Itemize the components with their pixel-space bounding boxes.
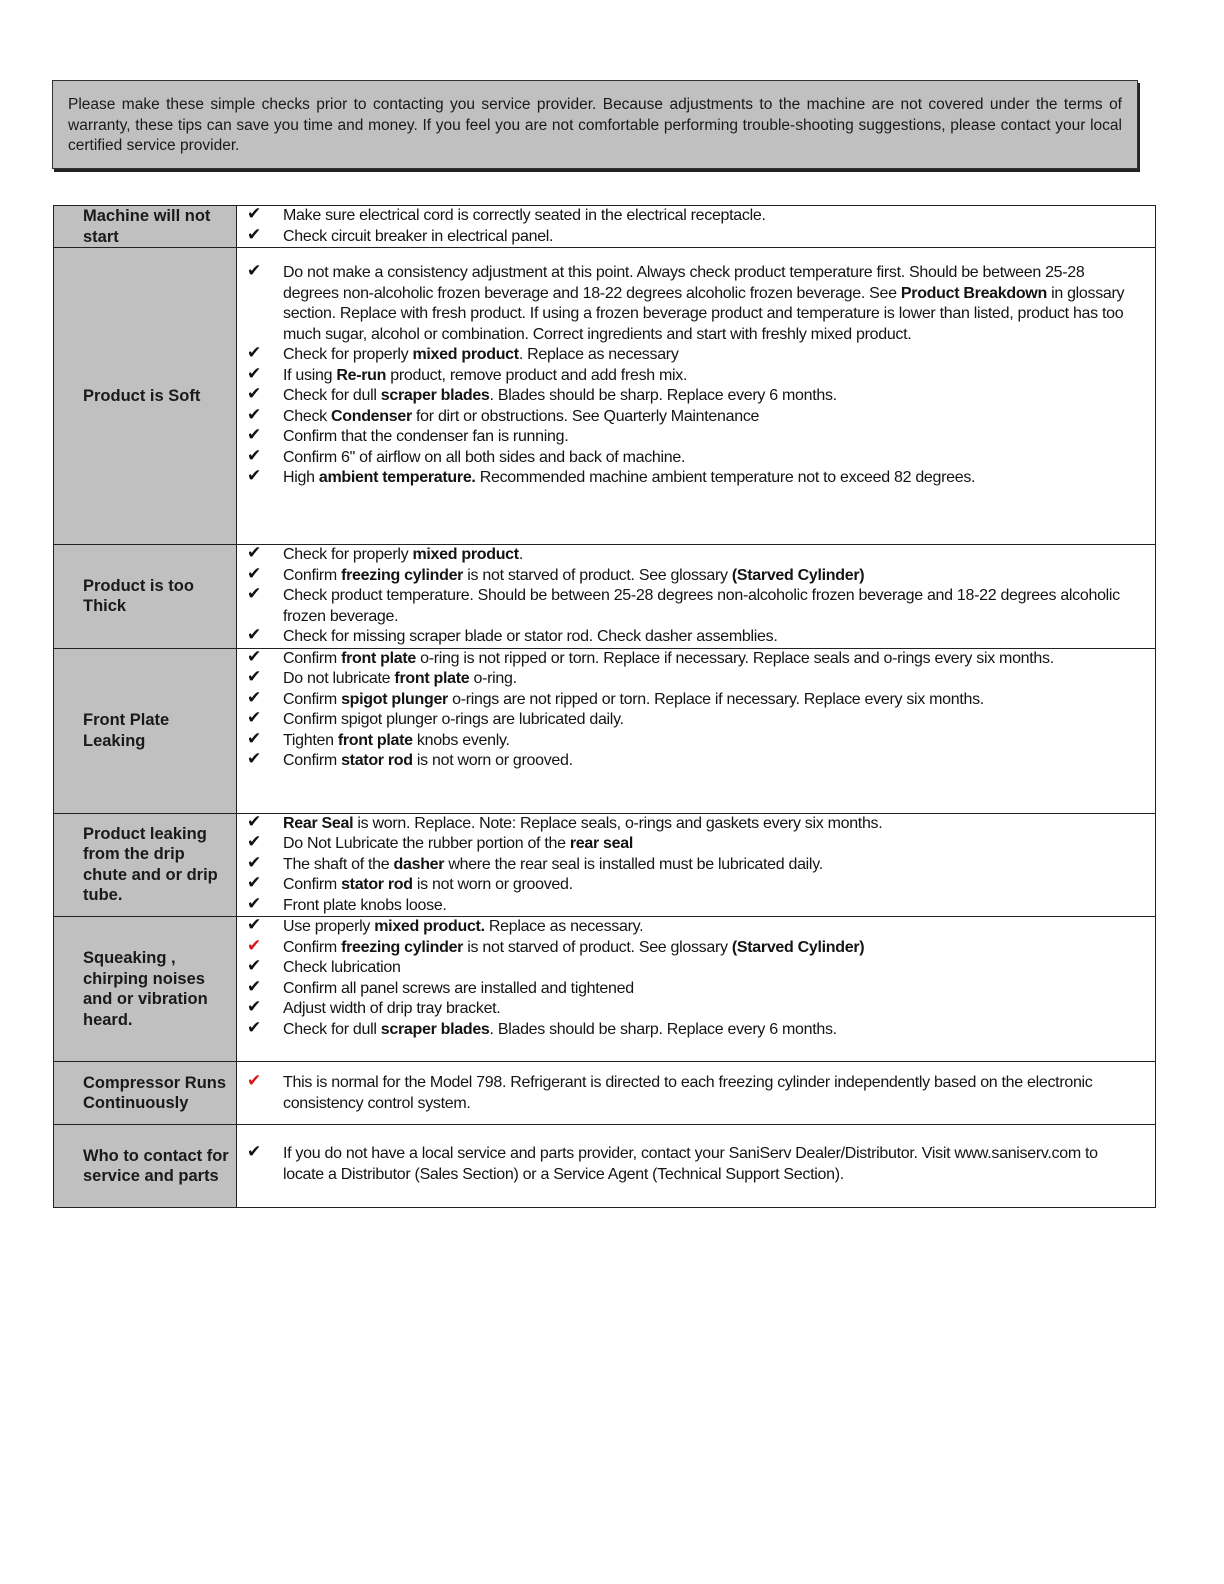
troubleshooting-row [54,248,1156,545]
checkmark-icon: ✔ [247,384,261,403]
solution-item [237,669,1155,690]
solution-text: Check circuit breaker in electrical panel. [283,227,554,245]
checkmark-icon: ✔ [247,466,261,485]
solution-text: o-ring is not ripped or torn. Replace if necessary. Replace seals and o-rings every six months. [415,649,1054,667]
checkmark-icon: ✔ [247,935,261,955]
problem-category: Compressor Runs Continuously [54,1062,237,1125]
solution-text: in glossary section. Replace with fresh product. If using a frozen beverage product and temperature is lower than listed, product has too much sugar, alcohol or combination. Correct ingredients and start with freshly mixed product. [283,284,1125,343]
solution-item [237,852,1155,876]
solution-item [237,586,1155,627]
solution-text: . Blades should be sharp. Replace every 6 months. [489,387,837,404]
solution-text: . Blades should be sharp. Replace every 6 months. [489,1020,837,1038]
solution-text: knobs evenly. [412,731,510,749]
solution-text: Do Not Lubricate the rubber portion of the [283,835,570,852]
solution-text: Check for properly [283,346,413,363]
solution-keyword: freezing cylinder [341,566,464,584]
solution-text: is not starved of product. See glossary [463,938,732,956]
troubleshooting-row [54,917,1156,1062]
solution-text: Confirm all panel screws are installed and tightened [283,979,634,997]
checkmark-icon: ✔ [247,832,261,851]
solution-keyword: Rear Seal [283,814,354,832]
solution-text: is not worn or grooved. [412,752,573,769]
solution-item [237,687,1155,711]
solution-text: If using [283,366,337,384]
checkmark-icon: ✔ [247,404,261,424]
solution-text: Check [283,407,331,425]
solution-text: Confirm [283,876,342,893]
solution-text: Do not lubricate [283,670,395,687]
checkmark-icon: ✔ [247,956,261,975]
solution-text: Recommended machine ambient temperature not to exceed 82 degrees. [475,469,976,486]
solution-list [237,263,1155,489]
checkmark-icon: ✔ [247,893,261,913]
solution-item [237,468,1155,489]
solution-list-cell [237,1125,1156,1208]
solution-keyword: Re-run [336,366,387,384]
solution-item [237,1144,1155,1185]
problem-category: Product is too Thick [54,545,237,649]
solution-item [237,917,1155,938]
solution-keyword: freezing cylinder [341,938,464,956]
solution-list-cell [237,248,1156,545]
solution-list [237,646,1155,772]
solution-item [237,999,1155,1020]
solution-list-cell [237,648,1156,813]
solution-text: is worn. Replace. Note: Replace seals, o-rings and gaskets every six months. [353,814,883,832]
solution-item [237,445,1155,469]
solution-item [237,224,1155,248]
solution-text: product, remove product and add fresh mix. [386,366,688,384]
checkmark-icon: ✔ [247,1071,261,1090]
troubleshooting-row [54,813,1156,917]
solution-text: If you do not have a local service and parts provider, contact your SaniServ Dealer/Distributor. Visit www.saniserv.com to locate a Distributor (Sales Section) or a Service Agent (Technical Support Section). [283,1145,1098,1183]
solution-item [237,728,1155,752]
solution-keyword: front plate [341,649,416,667]
solution-item [237,646,1155,670]
solution-text: Check lubrication [283,959,401,976]
solution-item [237,363,1155,387]
solution-list-cell [237,545,1156,649]
solution-text: Confirm that the condenser fan is running. [283,428,569,445]
solution-list [237,545,1155,648]
solution-text: Make sure electrical cord is correctly seated in the electrical receptacle. [283,207,766,224]
problem-category: Product leaking from the drip chute and or drip tube. [54,813,237,917]
solution-text: Confirm [283,566,342,584]
solution-text: High [283,469,319,486]
solution-text: Check product temperature. Should be between 25-28 degrees non-alcoholic frozen beverage and 18-22 degrees alcoholic frozen beverage. [283,587,1120,625]
solution-text: o-ring. [469,670,517,687]
solution-item [237,545,1155,566]
solution-text: Replace as necessary. [484,918,644,935]
solution-item [237,563,1155,587]
checkmark-icon: ✔ [247,646,261,666]
checkmark-icon: ✔ [247,204,261,223]
checkmark-icon: ✔ [247,873,261,892]
solution-item [237,893,1155,917]
solution-text: The shaft of the [283,855,394,873]
solution-keyword: dasher [393,855,445,873]
checkmark-icon: ✔ [247,584,261,603]
solution-text: Do not make a consistency adjustment at this point. Always check product temperature first. Should be between 25-28 degrees non-alcoholic frozen beverage and 18-22 degrees alcoholic frozen beverage. See [283,264,1085,302]
solution-keyword: stator rod [341,752,413,769]
solution-list-cell [237,813,1156,917]
checkmark-icon: ✔ [247,749,261,768]
solution-text: . Replace as necessary [518,346,679,363]
problem-category: Front Plate Leaking [54,648,237,813]
solution-keyword: mixed product. [374,918,485,935]
problem-category: Product is Soft [54,248,237,545]
solution-item [237,935,1155,959]
troubleshooting-row [54,1125,1156,1208]
solution-keyword: ambient temperature. [318,469,476,486]
solution-text: is not starved of product. See glossary [463,566,732,584]
solution-text: Check for dull [283,1020,381,1038]
solution-text: Confirm [283,690,342,708]
checkmark-icon: ✔ [247,625,261,644]
solution-item [237,875,1155,896]
solution-keyword: mixed product [412,546,519,563]
solution-keyword: (Starved Cylinder) [731,566,865,584]
solution-keyword: (Starved Cylinder) [731,938,865,956]
checkmark-icon: ✔ [247,543,261,562]
solution-item [237,345,1155,366]
solution-list [237,1073,1155,1114]
solution-keyword: front plate [337,731,413,749]
solution-item [237,1017,1155,1041]
solution-text: Confirm [283,649,342,667]
solution-list [237,811,1155,917]
solution-keyword: Product Breakdown [900,284,1047,302]
solution-text: Confirm [283,752,342,769]
troubleshooting-row [54,1062,1156,1125]
solution-text: Check for dull [283,387,381,404]
checkmark-icon: ✔ [247,425,261,444]
solution-text: This is normal for the Model 798. Refrigerant is directed to each freezing cylinder independently based on the electronic consistency control system. [283,1074,1093,1112]
solution-keyword: spigot plunger [341,690,448,708]
solution-text: Check for properly [283,546,413,563]
solution-text: is not worn or grooved. [412,876,573,893]
solution-keyword: mixed product [412,346,519,363]
problem-category: Squeaking , chirping noises and or vibration heard. [54,917,237,1062]
solution-text: Check for missing scraper blade or stator rod. Check dasher assemblies. [283,628,778,645]
checkmark-icon: ✔ [247,1017,261,1037]
solution-text: where the rear seal is installed must be lubricated daily. [444,855,823,873]
checkmark-icon: ✔ [247,261,261,280]
solution-item [237,206,1155,227]
solution-item [237,710,1155,731]
problem-category: Machine will not start [54,206,237,248]
solution-text: Adjust width of drip tray bracket. [283,1000,501,1017]
solution-list-cell [237,917,1156,1062]
troubleshooting-row [54,206,1156,248]
solution-list [237,917,1155,1040]
checkmark-icon: ✔ [247,687,261,707]
solution-keyword: scraper blades [380,1020,490,1038]
solution-item [237,751,1155,772]
service-notice [52,80,1138,169]
checkmark-icon: ✔ [247,708,261,727]
checkmark-icon: ✔ [247,915,261,934]
checkmark-icon: ✔ [247,728,261,748]
solution-text: Front plate knobs loose. [283,896,447,914]
problem-category: Who to contact for service and parts [54,1125,237,1208]
checkmark-icon: ✔ [247,563,261,583]
solution-text: Confirm 6" of airflow on all both sides and back of machine. [283,448,686,466]
solution-list [237,1144,1155,1185]
solution-text: . [518,546,523,563]
solution-keyword: rear seal [569,835,633,852]
solution-item [237,627,1155,648]
solution-item [237,834,1155,855]
solution-text: Use properly [283,918,375,935]
solution-list-cell [237,206,1156,248]
checkmark-icon: ✔ [247,811,261,831]
checkmark-icon: ✔ [247,343,261,362]
solution-item [237,976,1155,1000]
solution-item [237,427,1155,448]
solution-list [237,206,1155,247]
troubleshooting-table [53,205,1156,1208]
checkmark-icon: ✔ [247,997,261,1016]
solution-text: for dirt or obstructions. See Quarterly Maintenance [411,407,760,425]
service-notice-text: Please make these simple checks prior to contacting you service provider. Because adjustments to the machine are not covered under the terms of warranty, these tips can save you time and money. If you feel you are not comfortable performing trouble-shooting suggestions, please contact your local certified service provider. [68,96,1122,154]
solution-item [237,263,1155,345]
checkmark-icon: ✔ [247,363,261,383]
solution-text: Tighten [283,731,338,749]
solution-text: Confirm [283,938,342,956]
checkmark-icon: ✔ [247,1142,261,1161]
solution-keyword: stator rod [341,876,413,893]
solution-list-cell [237,1062,1156,1125]
checkmark-icon: ✔ [247,224,261,244]
solution-text: o-rings are not ripped or torn. Replace if necessary. Replace every six months. [447,690,984,708]
solution-text: Confirm spigot plunger o-rings are lubricated daily. [283,711,624,728]
troubleshooting-row [54,545,1156,649]
solution-keyword: front plate [394,670,470,687]
troubleshooting-row [54,648,1156,813]
solution-item [237,386,1155,407]
solution-item [237,811,1155,835]
checkmark-icon: ✔ [247,976,261,996]
solution-keyword: Condenser [331,407,412,425]
solution-keyword: scraper blades [380,387,490,404]
checkmark-icon: ✔ [247,445,261,465]
checkmark-icon: ✔ [247,852,261,872]
solution-item [237,958,1155,979]
checkmark-icon: ✔ [247,667,261,686]
solution-item [237,1073,1155,1114]
solution-item [237,404,1155,428]
